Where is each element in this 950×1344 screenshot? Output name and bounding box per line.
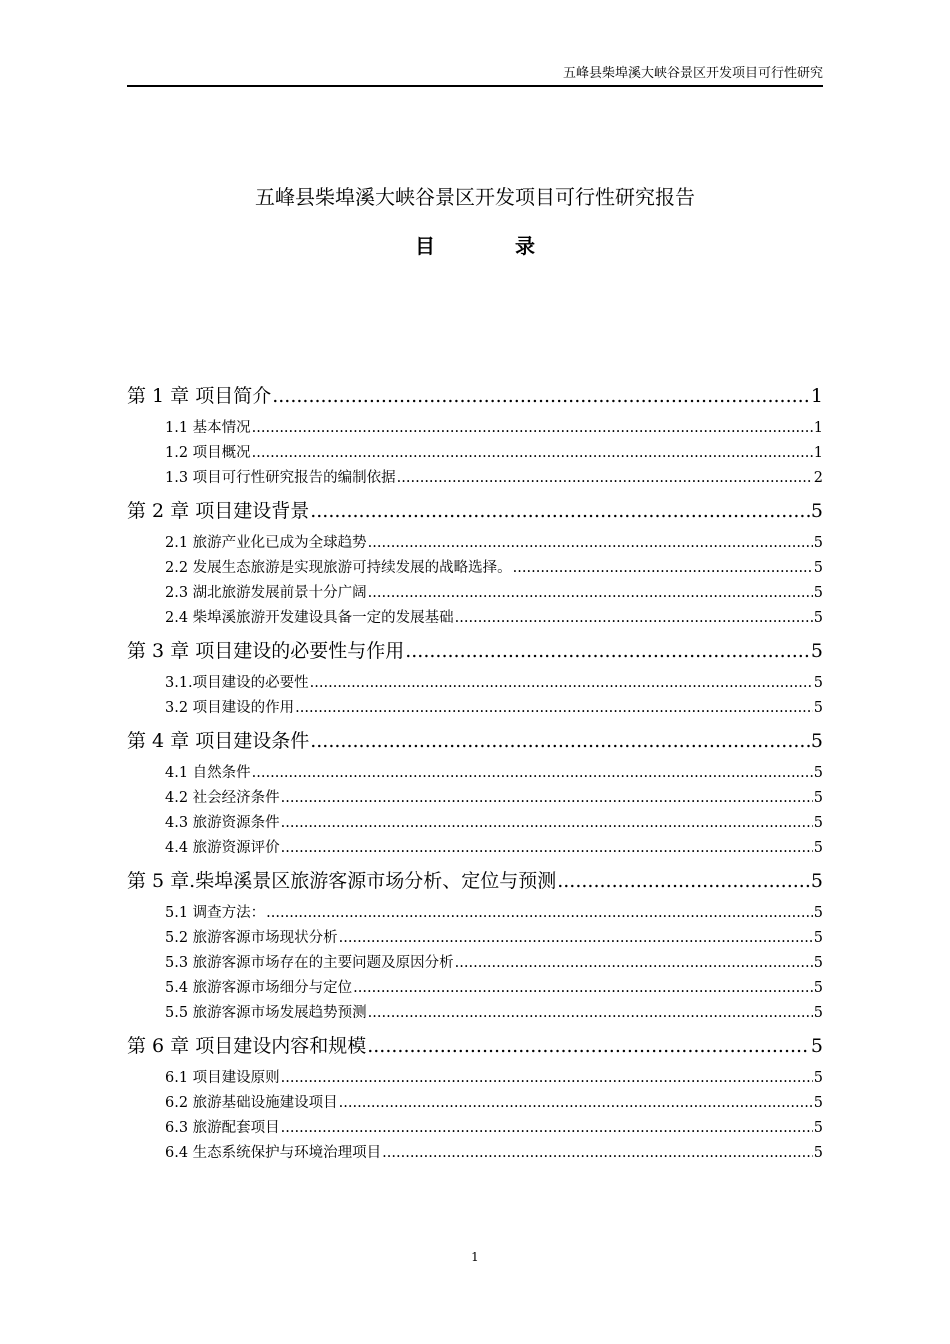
- toc-leader-dots: [339, 1091, 813, 1116]
- toc-section-entry[interactable]: [127, 951, 823, 976]
- toc-leader-dots: [368, 581, 813, 606]
- toc-leader-dots: [272, 380, 810, 412]
- toc-section-entry[interactable]: [127, 1116, 823, 1141]
- toc-section-label: 5.5 旅游客源市场发展趋势预测: [165, 1005, 367, 1021]
- toc-leader-dots: [557, 865, 810, 897]
- toc-section-group: [127, 901, 823, 1026]
- running-header: [127, 66, 823, 87]
- toc-heading: [0, 233, 950, 259]
- toc-leader-dots: [252, 441, 813, 466]
- toc-leader-dots: [295, 696, 813, 721]
- toc-section-entry[interactable]: [127, 1001, 823, 1026]
- toc-section-label: 6.4 生态系统保护与环境治理项目: [165, 1145, 382, 1161]
- toc-section-page: 5: [813, 1005, 823, 1021]
- toc-section-page: 5: [813, 905, 823, 921]
- toc-leader-dots: [266, 901, 813, 926]
- toc-section-label: 4.4 旅游资源评价: [165, 840, 280, 856]
- toc-section-label: 1.3 项目可行性研究报告的编制依据: [165, 470, 396, 486]
- toc-section-page: 5: [813, 535, 823, 551]
- toc-section-label: 6.3 旅游配套项目: [165, 1120, 280, 1136]
- toc-chapter-label: 第 6 章 项目建设内容和规模: [127, 1035, 367, 1057]
- toc-section-page: 5: [813, 1095, 823, 1111]
- toc-section-page: 2: [813, 470, 823, 486]
- toc-section-label: 2.2 发展生态旅游是实现旅游可持续发展的战略选择。: [165, 560, 512, 576]
- toc-leader-dots: [382, 1141, 813, 1166]
- toc-section-entry[interactable]: [127, 786, 823, 811]
- toc-section-page: 5: [813, 765, 823, 781]
- toc-section-label: 4.2 社会经济条件: [165, 790, 280, 806]
- toc-section-page: 5: [813, 930, 823, 946]
- toc-section-entry[interactable]: [127, 836, 823, 861]
- toc-section-entry[interactable]: [127, 901, 823, 926]
- toc-heading-left: 目: [415, 234, 435, 258]
- toc-section-entry[interactable]: [127, 671, 823, 696]
- toc-leader-dots: [368, 531, 813, 556]
- toc-section-label: 5.1 调查方法：: [165, 905, 266, 921]
- toc-section-page: 1: [813, 420, 823, 436]
- toc-leader-dots: [513, 556, 813, 581]
- toc-section-entry[interactable]: [127, 581, 823, 606]
- toc-leader-dots: [281, 1066, 813, 1091]
- toc-section-entry[interactable]: [127, 926, 823, 951]
- toc-section-page: 5: [813, 1070, 823, 1086]
- page-number: 1: [471, 1250, 479, 1264]
- toc-chapter-page: 5: [810, 730, 823, 752]
- toc-section-entry[interactable]: [127, 811, 823, 836]
- toc-section-entry[interactable]: [127, 696, 823, 721]
- toc-section-entry[interactable]: [127, 1141, 823, 1166]
- toc-section-label: 1.2 项目概况: [165, 445, 251, 461]
- toc-section-group: [127, 416, 823, 491]
- toc-heading-right: 录: [515, 234, 535, 258]
- toc-section-page: 5: [813, 955, 823, 971]
- toc-leader-dots: [281, 786, 813, 811]
- toc-chapter-entry[interactable]: [127, 380, 823, 412]
- toc-section-entry[interactable]: [127, 531, 823, 556]
- toc-chapter-label: 第 1 章 项目简介: [127, 385, 272, 407]
- toc-leader-dots: [397, 466, 813, 491]
- toc-leader-dots: [455, 606, 813, 631]
- toc-chapter-page: 5: [810, 500, 823, 522]
- toc-chapter-entry[interactable]: [127, 865, 823, 897]
- toc-chapter-label: 第 4 章 项目建设条件: [127, 730, 310, 752]
- toc-section-page: 5: [813, 1145, 823, 1161]
- toc-section-entry[interactable]: [127, 606, 823, 631]
- toc-leader-dots: [368, 1001, 813, 1026]
- toc-section-label: 2.1 旅游产业化已成为全球趋势: [165, 535, 367, 551]
- toc-section-label: 4.3 旅游资源条件: [165, 815, 280, 831]
- toc-section-group: [127, 761, 823, 861]
- toc-section-entry[interactable]: [127, 466, 823, 491]
- toc-section-label: 6.2 旅游基础设施建设项目: [165, 1095, 338, 1111]
- toc-section-page: 5: [813, 1120, 823, 1136]
- toc-section-label: 5.3 旅游客源市场存在的主要问题及原因分析: [165, 955, 454, 971]
- toc-section-page: 5: [813, 840, 823, 856]
- toc-chapter-page: 5: [810, 640, 823, 662]
- toc-chapter-entry[interactable]: [127, 725, 823, 757]
- toc-section-label: 6.1 项目建设原则: [165, 1070, 280, 1086]
- toc-section-label: 2.3 湖北旅游发展前景十分广阔: [165, 585, 367, 601]
- toc-section-page: 5: [813, 585, 823, 601]
- toc-section-label: 2.4 柴埠溪旅游开发建设具备一定的发展基础: [165, 610, 454, 626]
- toc-section-page: 5: [813, 815, 823, 831]
- toc-section-page: 5: [813, 980, 823, 996]
- toc-section-entry[interactable]: [127, 761, 823, 786]
- toc-leader-dots: [339, 926, 813, 951]
- running-header-title: 五峰县柴埠溪大峡谷景区开发项目可行性研究: [562, 66, 823, 81]
- toc-section-label: 1.1 基本情况: [165, 420, 251, 436]
- toc-section-group: [127, 671, 823, 721]
- toc-leader-dots: [252, 761, 813, 786]
- toc-section-label: 4.1 自然条件: [165, 765, 251, 781]
- toc-section-entry[interactable]: [127, 556, 823, 581]
- toc-section-label: 3.2 项目建设的作用: [165, 700, 295, 716]
- toc-leader-dots: [281, 836, 813, 861]
- toc-section-page: 1: [813, 445, 823, 461]
- toc-section-group: [127, 531, 823, 631]
- toc-leader-dots: [353, 976, 813, 1001]
- toc-section-page: 5: [813, 700, 823, 716]
- toc-chapter-label: 第 2 章 项目建设背景: [127, 500, 310, 522]
- toc-chapter-entry[interactable]: [127, 635, 823, 667]
- toc-leader-dots: [252, 416, 813, 441]
- toc-chapter-entry[interactable]: [127, 495, 823, 527]
- toc-leader-dots: [405, 635, 810, 667]
- toc-chapter-page: 5: [810, 870, 823, 892]
- table-of-contents: [127, 380, 823, 1170]
- toc-section-entry[interactable]: [127, 441, 823, 466]
- toc-section-label: 3.1.项目建设的必要性: [165, 675, 309, 691]
- toc-leader-dots: [281, 811, 813, 836]
- toc-section-entry[interactable]: [127, 1091, 823, 1116]
- document-title: 五峰县柴埠溪大峡谷景区开发项目可行性研究报告: [255, 185, 695, 209]
- toc-chapter-label: 第 3 章 项目建设的必要性与作用: [127, 640, 405, 662]
- toc-chapter-page: 1: [810, 385, 823, 407]
- toc-chapter-page: 5: [810, 1035, 823, 1057]
- toc-chapter-label: 第 5 章.柴埠溪景区旅游客源市场分析、定位与预测: [127, 870, 557, 892]
- toc-section-label: 5.2 旅游客源市场现状分析: [165, 930, 338, 946]
- toc-section-label: 5.4 旅游客源市场细分与定位: [165, 980, 353, 996]
- toc-section-page: 5: [813, 790, 823, 806]
- toc-leader-dots: [310, 671, 813, 696]
- toc-section-group: [127, 1066, 823, 1166]
- toc-section-page: 5: [813, 560, 823, 576]
- toc-chapter-entry[interactable]: [127, 1030, 823, 1062]
- toc-section-page: 5: [813, 675, 823, 691]
- toc-section-entry[interactable]: [127, 416, 823, 441]
- toc-leader-dots: [367, 1030, 810, 1062]
- toc-leader-dots: [281, 1116, 813, 1141]
- toc-leader-dots: [310, 725, 810, 757]
- toc-section-entry[interactable]: [127, 1066, 823, 1091]
- toc-section-page: 5: [813, 610, 823, 626]
- toc-leader-dots: [310, 495, 810, 527]
- toc-leader-dots: [455, 951, 813, 976]
- toc-section-entry[interactable]: [127, 976, 823, 1001]
